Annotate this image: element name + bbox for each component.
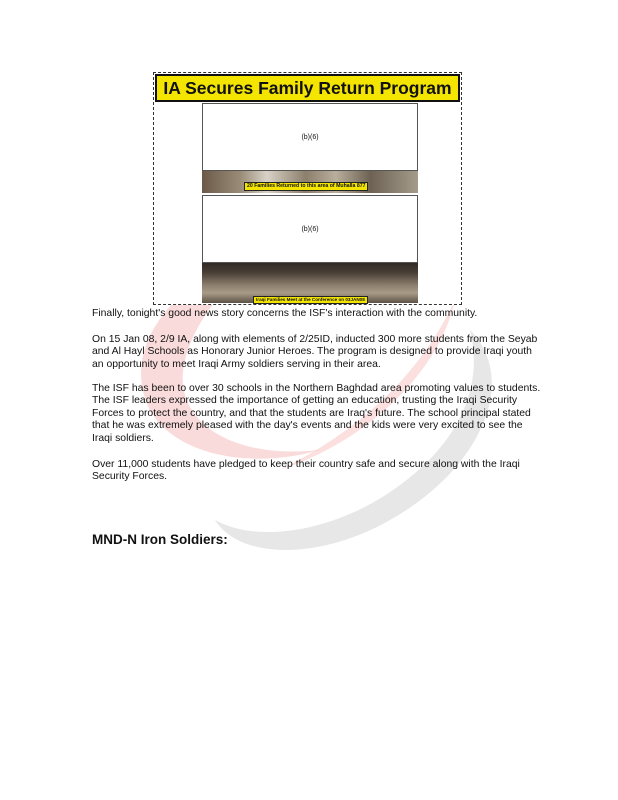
paragraph-intro: Finally, tonight's good news story concerns the ISF's interaction with the community. <box>92 308 478 319</box>
redaction-box-middle <box>202 195 418 263</box>
section-heading: MND-N Iron Soldiers: <box>92 532 228 547</box>
redaction-label-middle: (b)(6) <box>301 226 319 233</box>
slide-title: IA Secures Family Return Program <box>155 74 460 102</box>
paragraph-pledge: Over 11,000 students have pledged to keep their country safe and secure along with the Iraqi Security Forces. <box>92 459 520 483</box>
redaction-label-top: (b)(6) <box>301 134 319 141</box>
caption-families-returned: 20 Families Returned to this area of Muhalla 877 <box>244 182 368 191</box>
paragraph-schools: The ISF has been to over 30 schools in the Northern Baghdad area promoting values to students. The ISF leaders expressed the importance of getting an education, trusting the Iraqi Security Forces to protect the country, and that the students are Iraq's future. The school principal stated that he was extremely pleased with the day's events and the kids were very excited to see the Iraqi soldiers. <box>92 383 541 444</box>
slide-image <box>153 72 462 305</box>
redaction-box-top <box>202 103 418 171</box>
paragraph-junior-heroes: On 15 Jan 08, 2/9 IA, along with elements of 2/25ID, inducted 300 more students from the Seyab and Al Hayl Schools as Honorary Junior Heroes. The program is designed to provide Iraqi youth an opportunity to meet Iraqi Army soldiers serving in their area. <box>92 334 538 370</box>
caption-families-meet: Iraqi Families Meet at the Conference on 03JAN08 <box>253 296 368 304</box>
